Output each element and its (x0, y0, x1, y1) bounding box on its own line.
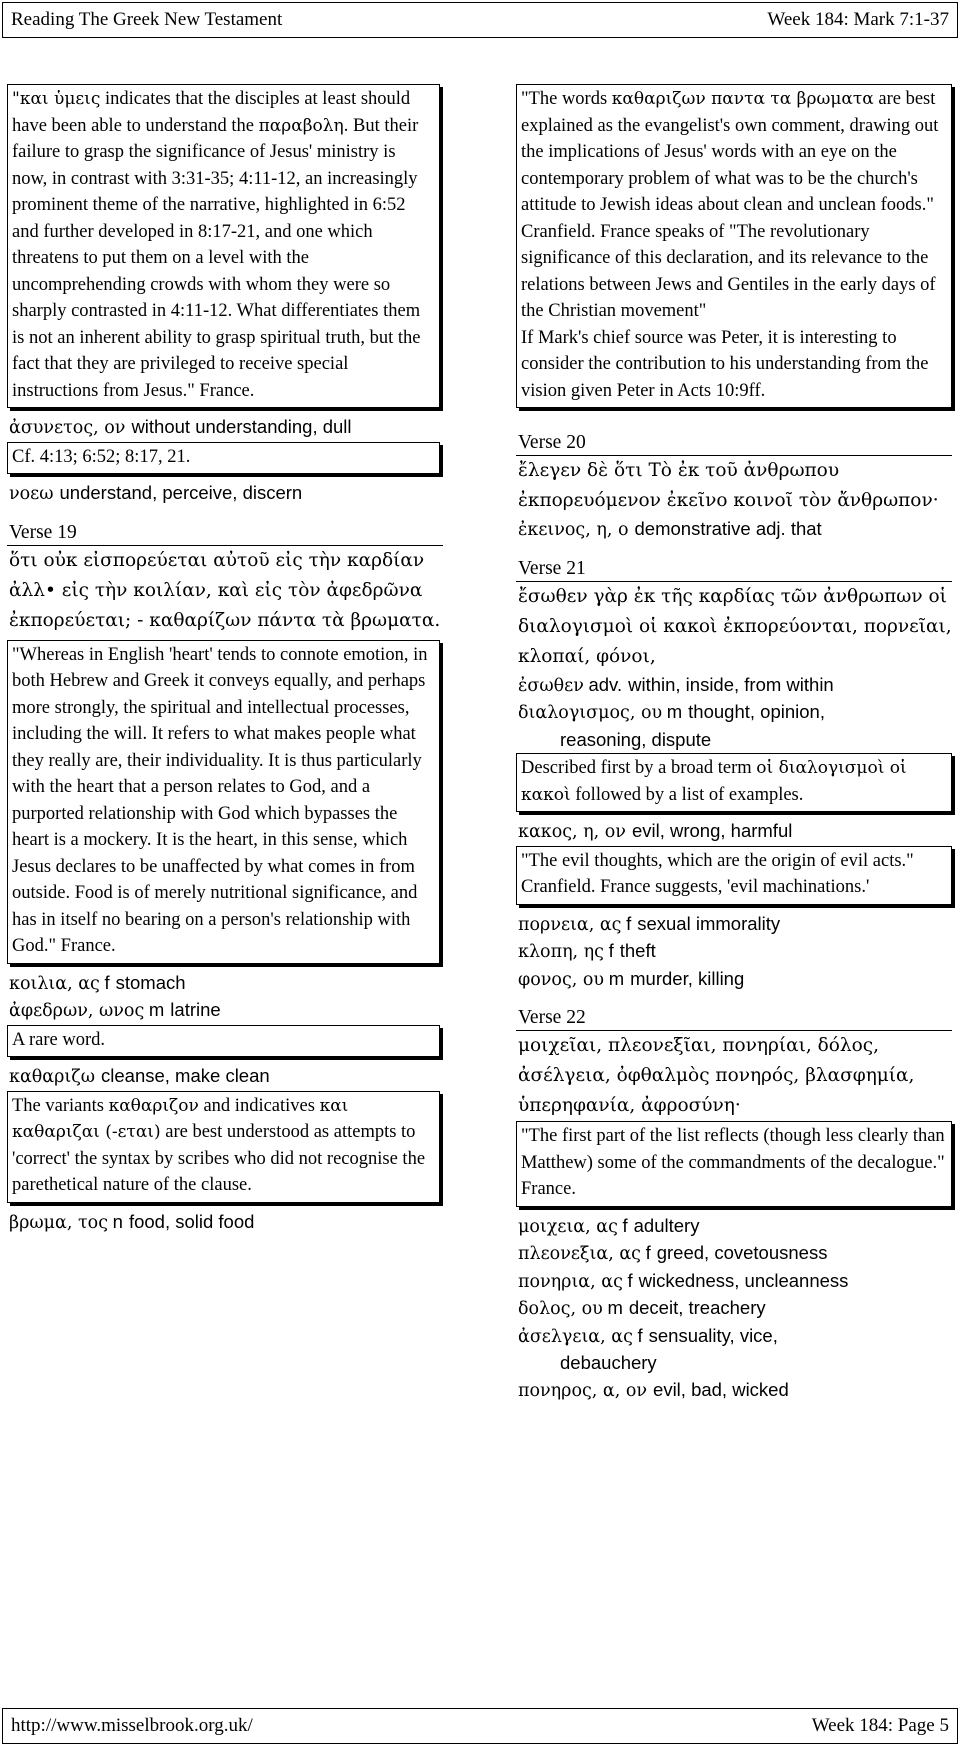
grammar: f (645, 1242, 651, 1263)
gloss: greed, covetousness (656, 1242, 828, 1263)
verse-heading: Verse 22 (516, 1007, 952, 1031)
lemma: ἀσελγεια, ας (518, 1326, 633, 1347)
grammar: m (148, 999, 165, 1020)
gloss: wickedness, uncleanness (638, 1269, 849, 1291)
vocab-entry (7, 1209, 444, 1237)
vocab-entry (516, 938, 956, 966)
commentary-text: and indicatives (198, 1095, 320, 1116)
commentary-box (516, 1121, 952, 1207)
grammar: m (607, 1297, 623, 1318)
note-text: Cf. 4:13; 6:52; 8:17, 21. (12, 446, 191, 467)
header-week: Week 184: Mark 7:1-37 (767, 9, 949, 30)
lemma: καθαριζω (9, 1067, 96, 1087)
grammar: n (112, 1210, 123, 1232)
gloss: evil, wrong, harmful (631, 820, 793, 841)
vocab-entry (516, 699, 956, 753)
vocab-entry (7, 480, 444, 508)
right-column (516, 84, 956, 1404)
page-footer (2, 1708, 958, 1744)
lemma: ἀφεδρων, ωνος (9, 1001, 145, 1021)
lemma: πονηρος, α, ον (518, 1380, 648, 1401)
vocab-entry (516, 1213, 956, 1241)
vocab-entry (516, 1295, 956, 1323)
lemma: πλεονεξια, ας (518, 1244, 641, 1264)
page-header (2, 2, 958, 38)
grammar: f (608, 940, 614, 961)
footer-url[interactable]: http://www.misselbrook.org.uk/ (11, 1715, 253, 1736)
vocab-entry (516, 1377, 956, 1405)
commentary-text: "The first part of the list reflects (though less clearly than Matthew) some of the commandments of the decalogue." France. (521, 1126, 945, 1199)
vocab-entry (516, 966, 956, 994)
vocab-entry (516, 1268, 956, 1296)
lemma: δολος, ου (518, 1299, 603, 1319)
lemma: διαλογισμος, ου (518, 703, 663, 723)
greek-phrase: "και ὑμεις (12, 89, 101, 109)
commentary-text: are best explained as the evangelist's own comment, drawing out the implications of Jesus' words with an eye on the contemporary problem of what was to be the church's attitude to Jewish ideas about clean and unclean foods." Cranfield. France speaks of "The revolutionary significance of this declaration, and its relevance to the relations between Jews and Gentiles in the early days of the Christian movement" (521, 89, 939, 321)
vocab-entry (7, 1063, 444, 1091)
commentary-text: . But their failure to grasp the significance of Jesus' ministry is now, in contrast with 3:31-35; 4:11-12, an increasingly prominent theme of the narrative, highlighted in 6:52 and further developed in 8:17-21, and one which threatens to put them on a level with the uncomprehending crowds with whom they were so sharply contrasted in 4:11-12. What differentiates them is not an inherent ability to grasp spiritual truth, but the fact that they are privileged to receive special instructions from Jesus." France. (12, 115, 421, 401)
gloss: within, inside, from within (628, 673, 834, 695)
verse-heading: Verse 20 (516, 432, 952, 456)
commentary-text: followed by a list of examples. (570, 784, 804, 805)
lemma: ἀσυνετος, ον (9, 418, 126, 438)
verse-heading: Verse 21 (516, 558, 952, 582)
lemma: μοιχεια, ας (518, 1216, 618, 1237)
commentary-text: "Whereas in English 'heart' tends to connote emotion, in both Hebrew and Greek it conveys equally, and perhaps more strongly, the spiritual and intellectual processes, including the will. It refers to what makes people what they really are, their individuality. It is thus particularly with the heart that a person relates to God, and a purported relationship with God which bypasses the heart is a mockery. It is the heart, in this sense, which Jesus declares to be unaffected by what comes in from outside. Food is of merely nutritional significance, and has in itself no bearing on a person's relationship with God." France. (12, 644, 428, 956)
gloss: evil, bad, wicked (653, 1378, 789, 1400)
commentary-box (7, 84, 440, 408)
note-text: A rare word. (12, 1029, 105, 1050)
lemma: πονηρια, ας (518, 1271, 623, 1292)
note-box (7, 442, 440, 475)
header-title: Reading The Greek New Testament (11, 9, 283, 30)
verse-text: ἔσωθεν γὰρ ἐκ τῆς καρδίας τῶν ἀνθρωπων οἱ διαλογισμοὶ οἱ κακοὶ ἐκπορεύονται, πορνεῖαι, κλοπαί, φόνοι, (518, 585, 952, 667)
vocab-entry (7, 970, 444, 998)
commentary-text: The variants (12, 1095, 109, 1116)
gloss: without understanding, dull (131, 416, 352, 437)
lemma: κλοπη, ης (518, 942, 604, 962)
greek-word: καθαριζον (108, 1095, 199, 1116)
lemma: νοεω (9, 484, 54, 504)
gloss: murder, killing (630, 967, 745, 989)
commentary-text: indicates that the disciples at least should have been able to understand the (12, 89, 411, 136)
vocab-entry (7, 997, 444, 1025)
lemma: πορνεια, ας (518, 914, 622, 935)
vocab-entry (516, 911, 956, 939)
lemma: ἐκεινος, η, ο (518, 520, 629, 540)
verse-heading: Verse 19 (7, 522, 443, 546)
gloss: sexual immorality (637, 912, 781, 934)
grammar: m (666, 701, 683, 722)
lemma: φονος, ου (518, 969, 605, 990)
gloss: understand, perceive, discern (59, 482, 303, 503)
note-box (7, 1025, 440, 1058)
gloss: demonstrative adj. that (634, 518, 822, 539)
commentary-box (516, 753, 952, 812)
grammar: f (637, 1324, 643, 1346)
commentary-box (516, 84, 952, 408)
vocab-entry (516, 1240, 956, 1268)
commentary-box (516, 846, 952, 905)
commentary-text: are best understood as attempts to 'correct' the syntax by scribes who did not recognise the parethetical nature of the clause. (12, 1122, 426, 1195)
gloss: food, solid food (128, 1210, 255, 1232)
gloss: theft (619, 940, 656, 961)
commentary-box (7, 640, 440, 964)
gloss-continued: debauchery (560, 1352, 657, 1373)
greek-word: παραβολη (258, 115, 344, 136)
vocab-entry (516, 818, 956, 846)
gloss: stomach (115, 971, 186, 993)
commentary-text: "The words (521, 89, 612, 109)
gloss: thought, opinion, (688, 701, 825, 722)
gloss: sensuality, vice, (648, 1324, 778, 1346)
vocab-entry (7, 414, 444, 442)
verse-text: ὅτι οὐκ εἰσπορεύεται αὐτοῦ εἰς τὴν καρδίαν ἀλλ• εἰς τὴν κοιλίαν, καὶ εἰς τὸν ἀφεδρῶνα ἐκπορεύεται; - καθαρίζων πάντα τὰ βρωματα. (9, 549, 441, 631)
footer-page-number: Week 184: Page 5 (811, 1715, 949, 1736)
commentary-text: "The evil thoughts, which are the origin of evil acts." Cranfield. France suggests, 'evil machinations.' (521, 850, 914, 897)
grammar: f (622, 1214, 628, 1236)
gloss: cleanse, make clean (101, 1065, 270, 1086)
grammar: f (626, 912, 632, 934)
greek-phrase: οἱ διαλογισμοὶ οἱ κακοὶ (521, 758, 907, 805)
greek-phrase: καθαριζων παντα τα βρωματα (611, 89, 874, 109)
vocab-entry (516, 1323, 956, 1377)
grammar: f (627, 1269, 633, 1291)
gloss: deceit, treachery (628, 1297, 766, 1318)
gloss: adultery (633, 1214, 700, 1236)
vocab-entry (516, 672, 956, 700)
verse-text: ἔλεγεν δὲ ὅτι Τὸ ἐκ τοῦ ἀνθρωπου ἐκπορευόμενον ἐκεῖνο κοινοῖ τὸν ἄνθρωπον· (518, 460, 939, 511)
commentary-text: If Mark's chief source was Peter, it is interesting to consider the contribution to his understanding from the vision given Peter in Acts 10:9ff. (521, 327, 929, 401)
grammar: m (608, 967, 625, 989)
verse-text: μοιχεῖαι, πλεονεξῖαι, πονηρίαι, δόλος, ἀσέλγεια, ὀφθαλμὸς πονηρός, βλασφημία, ὑπερηφανία, ἀφροσύνη· (518, 1035, 915, 1116)
lemma: ἐσωθεν (518, 675, 584, 696)
commentary-text: Described first by a broad term (521, 758, 757, 778)
lemma: κακος, η, ον (518, 822, 626, 842)
left-column (7, 84, 444, 1236)
grammar: f (104, 971, 110, 993)
grammar: adv. (588, 673, 623, 695)
vocab-entry (516, 516, 956, 544)
gloss-continued: reasoning, dispute (560, 728, 712, 750)
commentary-box (7, 1091, 440, 1203)
lemma: κοιλια, ας (9, 973, 100, 994)
greek-phrase: και καθαριζαι (-εται) (12, 1095, 349, 1142)
gloss: latrine (170, 999, 221, 1020)
lemma: βρωμα, τος (9, 1212, 109, 1233)
